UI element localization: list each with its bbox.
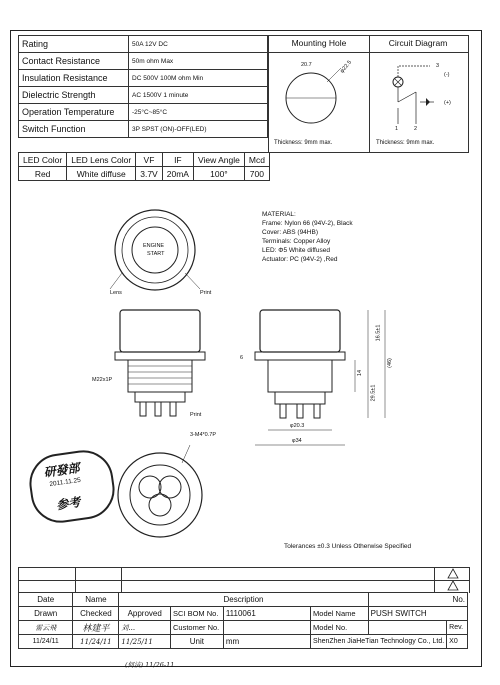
dim-3: 29.5±1	[370, 384, 377, 402]
tb-model-no: Model No.	[311, 621, 369, 635]
tb-model-name-label: Model Name	[311, 607, 369, 621]
material-line: Terminals: Copper Alloy	[262, 238, 331, 245]
material-line: Cover: ABS (94HB)	[262, 229, 318, 236]
mounting-hole-drawing	[269, 52, 369, 137]
spec-value: 50A 12V DC	[129, 36, 268, 53]
lens-label: Lens	[110, 290, 122, 296]
mounting-dim: 20.7	[301, 62, 312, 68]
switch-side-view	[95, 305, 225, 435]
stamp-line-3: 参考	[55, 495, 82, 513]
spec-table	[18, 35, 268, 138]
tb-customer: Customer No.	[171, 621, 224, 635]
print-label: Print	[200, 290, 212, 296]
dim-7: φ34	[292, 438, 302, 444]
led-header: IF	[162, 153, 193, 167]
spec-value: -25°C~85°C	[129, 104, 268, 121]
material-line: MATERIAL:	[262, 211, 296, 218]
circuit-diagram-title: Circuit Diagram	[388, 38, 448, 48]
led-header: LED Lens Color	[67, 153, 136, 167]
spec-label: Insulation Resistance	[19, 70, 129, 87]
title-block	[18, 592, 468, 649]
tb-drawn: Drawn	[19, 607, 73, 621]
led-value: 3.7V	[136, 167, 163, 181]
tolerance-note: Tolerances ±0.3 Unless Otherwise Specified	[284, 543, 412, 550]
spec-label: Operation Temperature	[19, 104, 129, 121]
spec-row	[19, 121, 268, 138]
tb-approved: Approved	[119, 607, 171, 621]
dim-4: (46)	[386, 358, 393, 368]
thread-label: M22x1P	[92, 377, 113, 383]
tb-sig2: 林建平	[73, 621, 119, 635]
print-label-2: Print	[190, 412, 202, 418]
tb-model-name: PUSH SWITCH	[368, 607, 467, 621]
spec-label: Dielectric Strength	[19, 87, 129, 104]
led-value: 100°	[193, 167, 244, 181]
mounting-dim-2: φ22.5	[339, 59, 354, 75]
tb-checked: Checked	[73, 607, 119, 621]
mounting-hole-box	[268, 35, 370, 153]
spec-row	[19, 70, 268, 87]
footnote-signature: (何洁) 11/26-11	[125, 661, 175, 669]
circuit-t2: 2	[414, 126, 418, 132]
spec-row	[19, 104, 268, 121]
led-header: VF	[136, 153, 163, 167]
circuit-diagram-box	[368, 35, 469, 153]
material-line: LED: Φ5 White diffused	[262, 247, 330, 254]
tb-no: No.	[368, 593, 467, 607]
tb-bom: 1110061	[223, 607, 310, 621]
spec-row	[19, 53, 268, 70]
led-value: Red	[19, 167, 67, 181]
material-line: Frame: Nylon 66 (94V-2), Black	[262, 220, 353, 227]
led-header: LED Color	[19, 153, 67, 167]
spec-label: Switch Function	[19, 121, 129, 138]
spec-value: 50m ohm Max	[129, 53, 268, 70]
start-label: START	[147, 251, 165, 257]
circuit-thickness: Thickness: 9mm max.	[376, 140, 435, 146]
tb-date2: 11/24/11	[73, 635, 119, 649]
spec-label: Rating	[19, 36, 129, 53]
stamp-line-1: 研發部	[42, 460, 81, 480]
spec-value: 3P SPST (ON)-OFF(LED)	[129, 121, 268, 138]
tb-unit: Unit	[171, 635, 224, 649]
spec-row	[19, 87, 268, 104]
circuit-plus: (+)	[444, 100, 451, 106]
led-value: White diffuse	[67, 167, 136, 181]
tb-revno: X0	[447, 635, 468, 649]
screws-label: 3-M4*0.7P	[190, 432, 216, 438]
material-list	[262, 210, 353, 264]
led-value: 700	[244, 167, 269, 181]
circuit-t1: 1	[395, 126, 399, 132]
revision-rows	[18, 567, 470, 593]
led-value: 20mA	[162, 167, 193, 181]
tb-rev: Rev.	[447, 621, 468, 635]
tb-mm: mm	[223, 635, 310, 649]
led-header: Mcd	[244, 153, 269, 167]
dim-2: 14	[357, 369, 364, 377]
led-table	[18, 152, 270, 181]
circuit-t3: 3	[436, 63, 440, 69]
dim-5: 6	[240, 355, 244, 361]
circuit-minus: (-)	[444, 72, 450, 78]
stamp-line-2: 2011.11.25	[49, 476, 82, 489]
tb-date3: 11/25/11	[119, 635, 171, 649]
spec-row	[19, 36, 268, 53]
dim-6: φ20.3	[290, 423, 305, 429]
engine-label: ENGINE	[143, 243, 165, 249]
spec-label: Contact Resistance	[19, 53, 129, 70]
tb-name: Name	[73, 593, 119, 607]
tb-description: Description	[119, 593, 368, 607]
tb-date: Date	[19, 593, 73, 607]
material-line: Actuator: PC (94V-2) ,Red	[262, 256, 338, 263]
mounting-thickness: Thickness: 9mm max.	[274, 140, 333, 146]
tb-sci-label: SCI BOM No.	[171, 607, 224, 621]
tb-sig1: 雷云飛	[19, 621, 73, 635]
tb-sig3: 刘...	[119, 621, 171, 635]
tb-company: ShenZhen JiaHeTian Technology Co., Ltd.	[311, 635, 447, 649]
switch-bottom-view	[110, 445, 220, 545]
spec-value: DC 500V 100M ohm Min	[129, 70, 268, 87]
dim-1: 16.5±1	[375, 324, 382, 342]
led-header: View Angle	[193, 153, 244, 167]
tb-date1: 11/24/11	[19, 635, 73, 649]
spec-value: AC 1500V 1 minute	[129, 87, 268, 104]
circuit-drawing	[368, 52, 468, 137]
mounting-hole-title: Mounting Hole	[291, 38, 347, 48]
